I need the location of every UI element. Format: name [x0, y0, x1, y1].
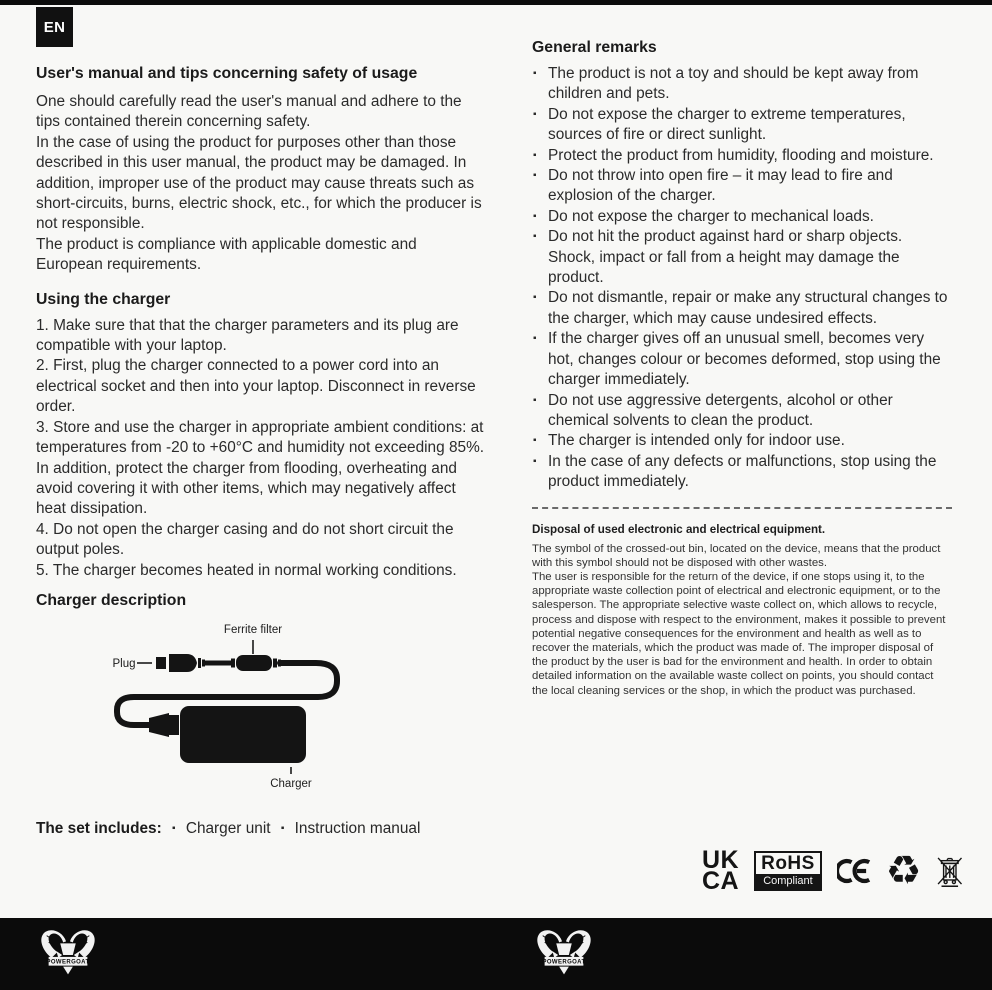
square-bullet-icon: ▪ — [172, 822, 176, 834]
disposal-paragraph — [532, 542, 952, 698]
remark-bullet: ▪ Do not expose the charger to extreme temperatures, sources of fire or direct sunlight. — [532, 105, 952, 146]
language-badge-label: EN — [43, 18, 66, 36]
remark-bullet: ▪ Do not throw into open fire – it may lead to fire and explosion of the charger. — [532, 166, 952, 207]
usage-step: 5. The charger becomes heated in normal working conditions. — [36, 561, 457, 579]
set-includes-label: The set includes: — [36, 819, 162, 837]
powergoat-logo — [533, 925, 595, 983]
dashed-divider — [532, 507, 952, 509]
top-border-bar — [0, 0, 992, 5]
remark-bullet: ▪ Do not use aggressive detergents, alcohol or other chemical solvents to clean the product. — [532, 391, 952, 432]
paragraph-line: In the case of using the product for purposes other than those described in this user manual, the product may be damaged. In addition, improper use of the product may cause threats such as short-circuits, burns, electric shock, etc., for which the producer is not responsible. — [36, 133, 482, 233]
ukca-line-2: CA — [702, 867, 740, 895]
recycling-symbol-icon: ♻ — [885, 849, 922, 893]
ukca-line-1: UK — [702, 846, 740, 874]
remark-bullet: ▪ The charger is intended only for indoor use. — [532, 431, 952, 451]
section-heading-general-remarks: General remarks — [532, 39, 657, 56]
footer-bar — [0, 918, 992, 990]
powergoat-wordmark: POWERGOAT — [46, 959, 90, 966]
paragraph-line: One should carefully read the user's manual and adhere to the tips contained therein concerning safety. — [36, 93, 462, 131]
plug-connector-icon — [156, 654, 205, 672]
rohs-mark — [754, 851, 822, 891]
ce-mark-icon — [837, 855, 871, 887]
rohs-compliant-label: Compliant — [756, 874, 820, 889]
general-remarks-list — [532, 64, 952, 493]
section-heading-using: Using the charger — [36, 290, 171, 308]
weee-crossed-bin-icon — [936, 850, 964, 892]
usage-step: 1. Make sure that that the charger parameters and its plug are compatible with your laptop. — [36, 316, 459, 355]
disposal-paragraph-line: The symbol of the crossed-out bin, located on the device, means that the product with this symbol should not be disposed with other wastes. — [532, 542, 941, 569]
set-includes-row — [36, 820, 486, 838]
disposal-heading: Disposal of used electronic and electrical equipment. — [532, 522, 826, 536]
dc-connector-icon — [149, 713, 179, 737]
square-bullet-icon: ▪ — [280, 822, 285, 834]
left-column — [36, 64, 486, 838]
remark-bullet: ▪ Protect the product from humidity, flooding and moisture. — [532, 146, 952, 166]
paragraph-line: The product is compliance with applicable domestic and European requirements. — [36, 235, 417, 274]
remark-bullet: ▪ Do not expose the charger to mechanical loads. — [532, 207, 952, 227]
section-heading-description: Charger description — [36, 591, 187, 609]
remark-bullet: ▪ If the charger gives off an unusual smell, becomes very hot, changes colour or becomes deformed, stop using the charger immediately. — [532, 329, 952, 390]
ferrite-filter-icon — [231, 655, 281, 671]
ukca-mark — [702, 846, 740, 895]
remark-bullet: ▪ Do not hit the product against hard or sharp objects. Shock, impact or fall from a height may damage the product. — [532, 227, 952, 288]
charger-brick-icon — [180, 706, 306, 763]
remark-bullet: ▪ In the case of any defects or malfunctions, stop using the product immediately. — [532, 452, 952, 493]
disposal-paragraph-line: The user is responsible for the return of the device, if one stops using it, to the appropriate waste collection point of electrical and electronic equipment, or to the salesperson. The appropriate selective waste collect on, which allows to recycle, process and dispose with respect to the environment, makes it possible to prevent potential negative consequences for the environment and health as well as to recover the materials, which the product was made of. The improper disposal of the product by the user is bad for the environment and health. In order to obtain detailed information on the available waste collect on points, you should contact the local cleaning services or the shop, in which the product was purchased. — [532, 570, 946, 697]
usage-step: 2. First, plug the charger connected to a power cord into an electrical socket and then into your laptop. Disconnect in reverse order. — [36, 357, 476, 416]
section-heading-safety: User's manual and tips concerning safety of usage — [36, 65, 418, 82]
powergoat-wordmark: POWERGOAT — [542, 959, 586, 966]
plug-label: Plug — [112, 657, 136, 670]
safety-paragraph — [36, 92, 486, 276]
set-includes-item: Instruction manual — [294, 819, 421, 837]
language-badge — [36, 7, 73, 47]
charger-diagram-drawing — [94, 615, 424, 793]
remark-bullet: ▪ Do not dismantle, repair or make any structural changes to the charger, which may cause undesired effects. — [532, 288, 952, 329]
charger-diagram — [94, 615, 486, 798]
powergoat-logo — [37, 925, 99, 983]
usage-step: 4. Do not open the charger casing and do not short circuit the output poles. — [36, 520, 454, 559]
usage-steps-list — [36, 316, 486, 581]
rohs-label: RoHS — [761, 853, 815, 874]
charger-label: Charger — [270, 777, 312, 790]
right-column — [532, 38, 952, 698]
ferrite-filter-label: Ferrite filter — [223, 623, 283, 636]
remark-bullet: ▪ The product is not a toy and should be kept away from children and pets. — [532, 64, 952, 105]
certification-marks-row — [702, 845, 964, 897]
usage-step: 3. Store and use the charger in appropriate ambient conditions: at temperatures from -20 to +60°C and humidity not exceeding 85%. In addition, protect the charger from flooding, overheating and avoid covering it with other items, which may negatively affect heat dissipation. — [36, 418, 485, 518]
set-includes-item: Charger unit — [185, 819, 271, 837]
